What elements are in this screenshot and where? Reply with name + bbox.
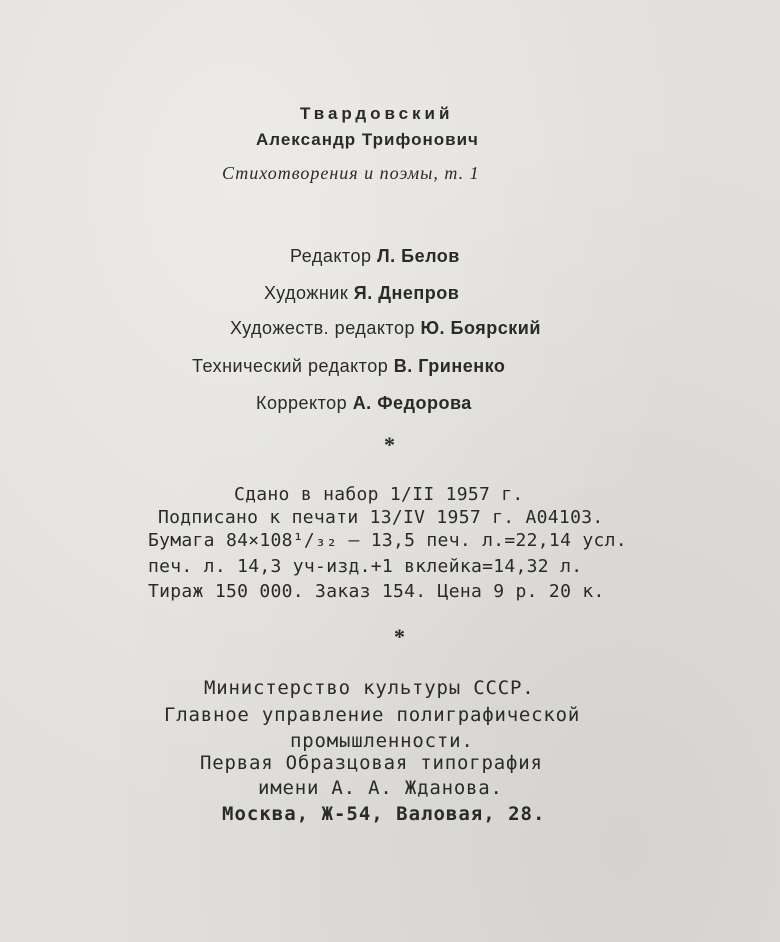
author-surname: Твардовский xyxy=(300,104,454,123)
credit-technical-editor xyxy=(192,356,505,377)
credit-art-editor xyxy=(230,318,541,339)
credit-name: Я. Днепров xyxy=(353,283,460,303)
credit-artist xyxy=(264,283,459,304)
credit-role: Художеств. редактор xyxy=(230,318,415,338)
author-given-names: Александр Трифонович xyxy=(256,130,479,149)
credit-name: А. Федорова xyxy=(352,393,472,413)
separator-asterisk: * xyxy=(394,624,405,649)
imprint-line: Бумага 84×108¹/₃₂ — 13,5 печ. л.=22,14 усл. xyxy=(148,530,627,551)
publisher-address: Москва, Ж-54, Валовая, 28. xyxy=(222,803,546,825)
imprint-line: Тираж 150 000. Заказ 154. Цена 9 р. 20 к. xyxy=(148,581,605,602)
publisher-line: имени А. А. Жданова. xyxy=(258,777,503,799)
credit-name: Л. Белов xyxy=(377,246,460,266)
publisher-line: Первая Образцовая типография xyxy=(200,752,543,774)
publisher-line: промышленности. xyxy=(290,730,474,752)
imprint-line: Подписано к печати 13/IV 1957 г. А04103. xyxy=(158,507,604,528)
credit-role: Корректор xyxy=(256,393,348,413)
credit-name: Ю. Боярский xyxy=(420,318,541,338)
imprint-line: Сдано в набор 1/II 1957 г. xyxy=(234,484,524,505)
separator-asterisk: * xyxy=(384,432,395,457)
imprint-line: печ. л. 14,3 уч-изд.+1 вклейка=14,32 л. xyxy=(148,556,583,577)
publisher-line: Главное управление полиграфической xyxy=(164,704,581,726)
book-title: Стихотворения и поэмы, т. 1 xyxy=(222,163,480,183)
credit-editor xyxy=(290,246,460,267)
credit-role: Редактор xyxy=(290,246,372,266)
credit-role: Художник xyxy=(264,283,349,303)
credit-role: Технический редактор xyxy=(192,356,389,376)
credit-name: В. Гриненко xyxy=(393,356,506,376)
publisher-line: Министерство культуры СССР. xyxy=(204,677,535,699)
credit-proofreader xyxy=(256,393,472,414)
